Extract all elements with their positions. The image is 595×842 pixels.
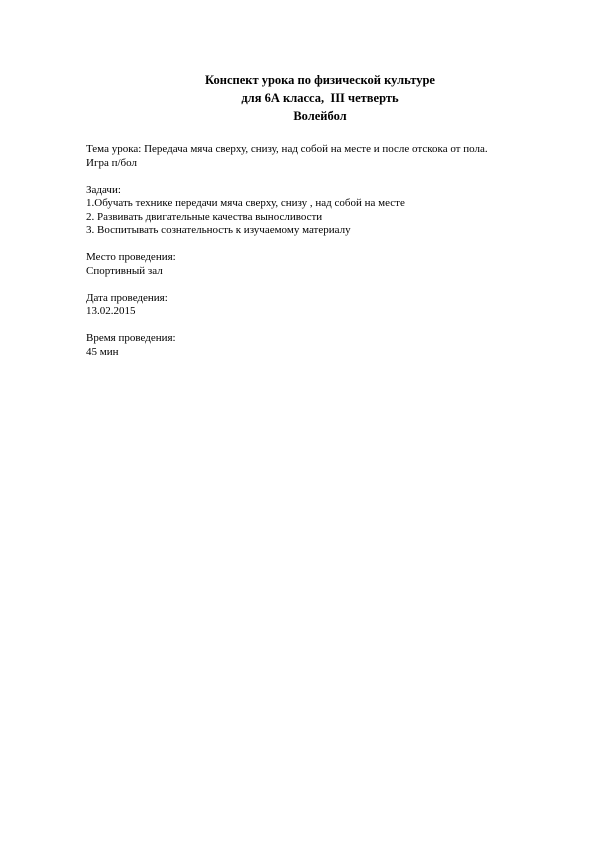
- date-label: Дата проведения:: [86, 291, 168, 304]
- tasks-heading: Задачи:: [86, 183, 121, 196]
- topic-line-1: Тема урока: Передача мяча сверху, снизу, над собой на месте и после отскока от пола.: [86, 143, 488, 155]
- title-line-2: для 6А класса, III четверть: [241, 91, 399, 105]
- task-item-3: 3. Воспитывать сознательность к изучаемому материалу: [86, 224, 351, 236]
- topic-line-2: Игра п/бол: [86, 156, 137, 169]
- topic-section: [86, 143, 556, 170]
- document-title: [0, 71, 595, 125]
- task-item-2: 2. Развивать двигательные качества выносливости: [86, 210, 323, 223]
- location-label: Место проведения:: [86, 251, 176, 263]
- tasks-section: [86, 184, 556, 238]
- date-value: 13.02.2015: [86, 305, 136, 317]
- duration-value: 45 мин: [86, 345, 119, 358]
- title-line-1: Конспект урока по физической культуре: [205, 73, 435, 87]
- document-body: [86, 143, 556, 373]
- duration-section: [86, 332, 556, 359]
- location-section: [86, 251, 556, 278]
- date-section: [86, 292, 556, 319]
- location-value: Спортивный зал: [86, 264, 163, 277]
- task-item-1: 1.Обучать технике передачи мяча сверху, снизу , над собой на месте: [86, 197, 405, 209]
- duration-label: Время проведения:: [86, 332, 176, 344]
- title-line-3: Волейбол: [293, 109, 347, 123]
